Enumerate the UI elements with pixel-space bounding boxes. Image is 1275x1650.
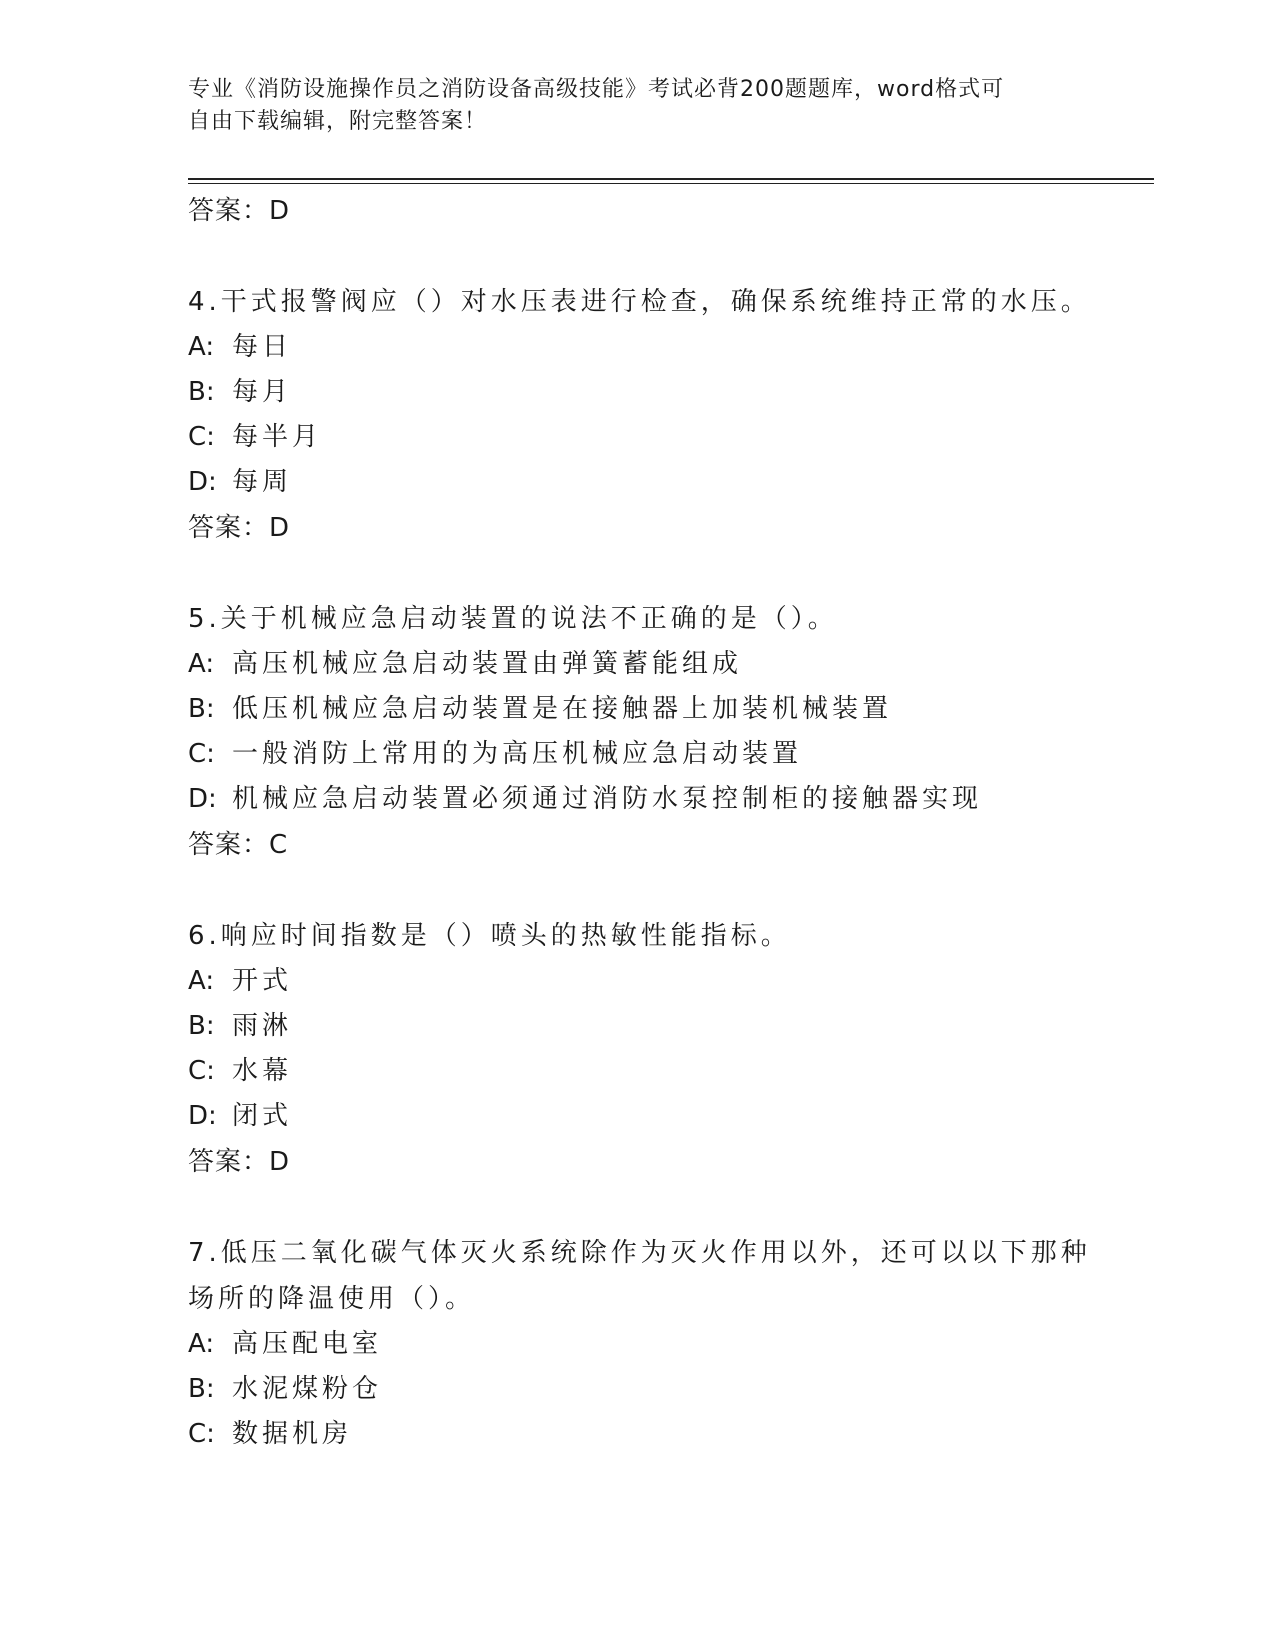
option-text: 闭式 [232,1101,293,1131]
question-5 [188,596,1108,868]
question-stem-line-1: 7.低压二氧化碳气体灭火系统除作为灭火作用以外，还可以以下那种 [188,1238,1091,1268]
option-letter: C: [188,422,215,452]
option-b [188,1367,1108,1412]
option-c [188,415,1108,460]
answer-line: 答案：C [188,830,289,860]
option-text: 数据机房 [232,1419,353,1449]
option-letter: B: [188,1374,215,1404]
option-letter: A: [188,966,215,996]
header-divider-thin [188,183,1154,184]
option-text: 一般消防上常用的为高压机械应急启动装置 [232,739,803,769]
option-d [188,460,1108,505]
option-letter: A: [188,649,215,679]
question-stem: 4.干式报警阀应（）对水压表进行检查，确保系统维持正常的水压。 [188,287,1091,317]
question-stem: 5.关于机械应急启动装置的说法不正确的是（）。 [188,604,838,634]
header-line-1: 专业《消防设施操作员之消防设备高级技能》考试必背200题题库，word格式可 [188,77,1005,102]
option-text: 每月 [232,377,293,407]
option-text: 每周 [232,467,293,497]
option-a [188,959,1108,1004]
option-text: 水泥煤粉仓 [232,1374,383,1404]
option-text: 高压机械应急启动装置由弹簧蓄能组成 [232,649,743,679]
option-b [188,1004,1108,1049]
option-text: 每半月 [232,422,323,452]
option-letter: B: [188,1011,215,1041]
option-letter: D: [188,467,217,497]
option-letter: A: [188,1329,215,1359]
option-letter: B: [188,377,215,407]
option-text: 高压配电室 [232,1329,383,1359]
answer-line: 答案：D [188,1147,291,1177]
option-c [188,1049,1108,1094]
question-4 [188,279,1108,551]
answer-line: 答案：D [188,196,291,226]
option-letter: C: [188,739,215,769]
option-letter: A: [188,332,215,362]
question-stem: 6.响应时间指数是（）喷头的热敏性能指标。 [188,921,791,951]
option-a [188,1322,1108,1367]
document-header [188,74,1068,138]
option-c [188,1412,1108,1457]
option-text: 雨淋 [232,1011,293,1041]
question-list [188,188,1108,1457]
option-b [188,687,1108,732]
option-text: 开式 [232,966,293,996]
option-text: 机械应急启动装置必须通过消防水泵控制柜的接触器实现 [232,784,983,814]
option-text: 低压机械应急启动装置是在接触器上加装机械装置 [232,694,893,724]
option-letter: B: [188,694,215,724]
option-letter: D: [188,1101,217,1131]
option-c [188,732,1108,777]
option-b [188,370,1108,415]
option-a [188,642,1108,687]
option-letter: C: [188,1419,215,1449]
header-line-2: 自由下载编辑，附完整答案！ [188,109,488,134]
option-letter: C: [188,1056,215,1086]
option-a [188,325,1108,370]
answer-line: 答案：D [188,513,291,543]
header-divider [188,178,1154,180]
option-d [188,1094,1108,1139]
option-text: 每日 [232,332,293,362]
question-6 [188,913,1108,1185]
option-d [188,777,1108,822]
question-stem-line-2: 场所的降温使用（）。 [188,1284,476,1314]
option-letter: D: [188,784,217,814]
question-7 [188,1230,1108,1457]
option-text: 水幕 [232,1056,293,1086]
